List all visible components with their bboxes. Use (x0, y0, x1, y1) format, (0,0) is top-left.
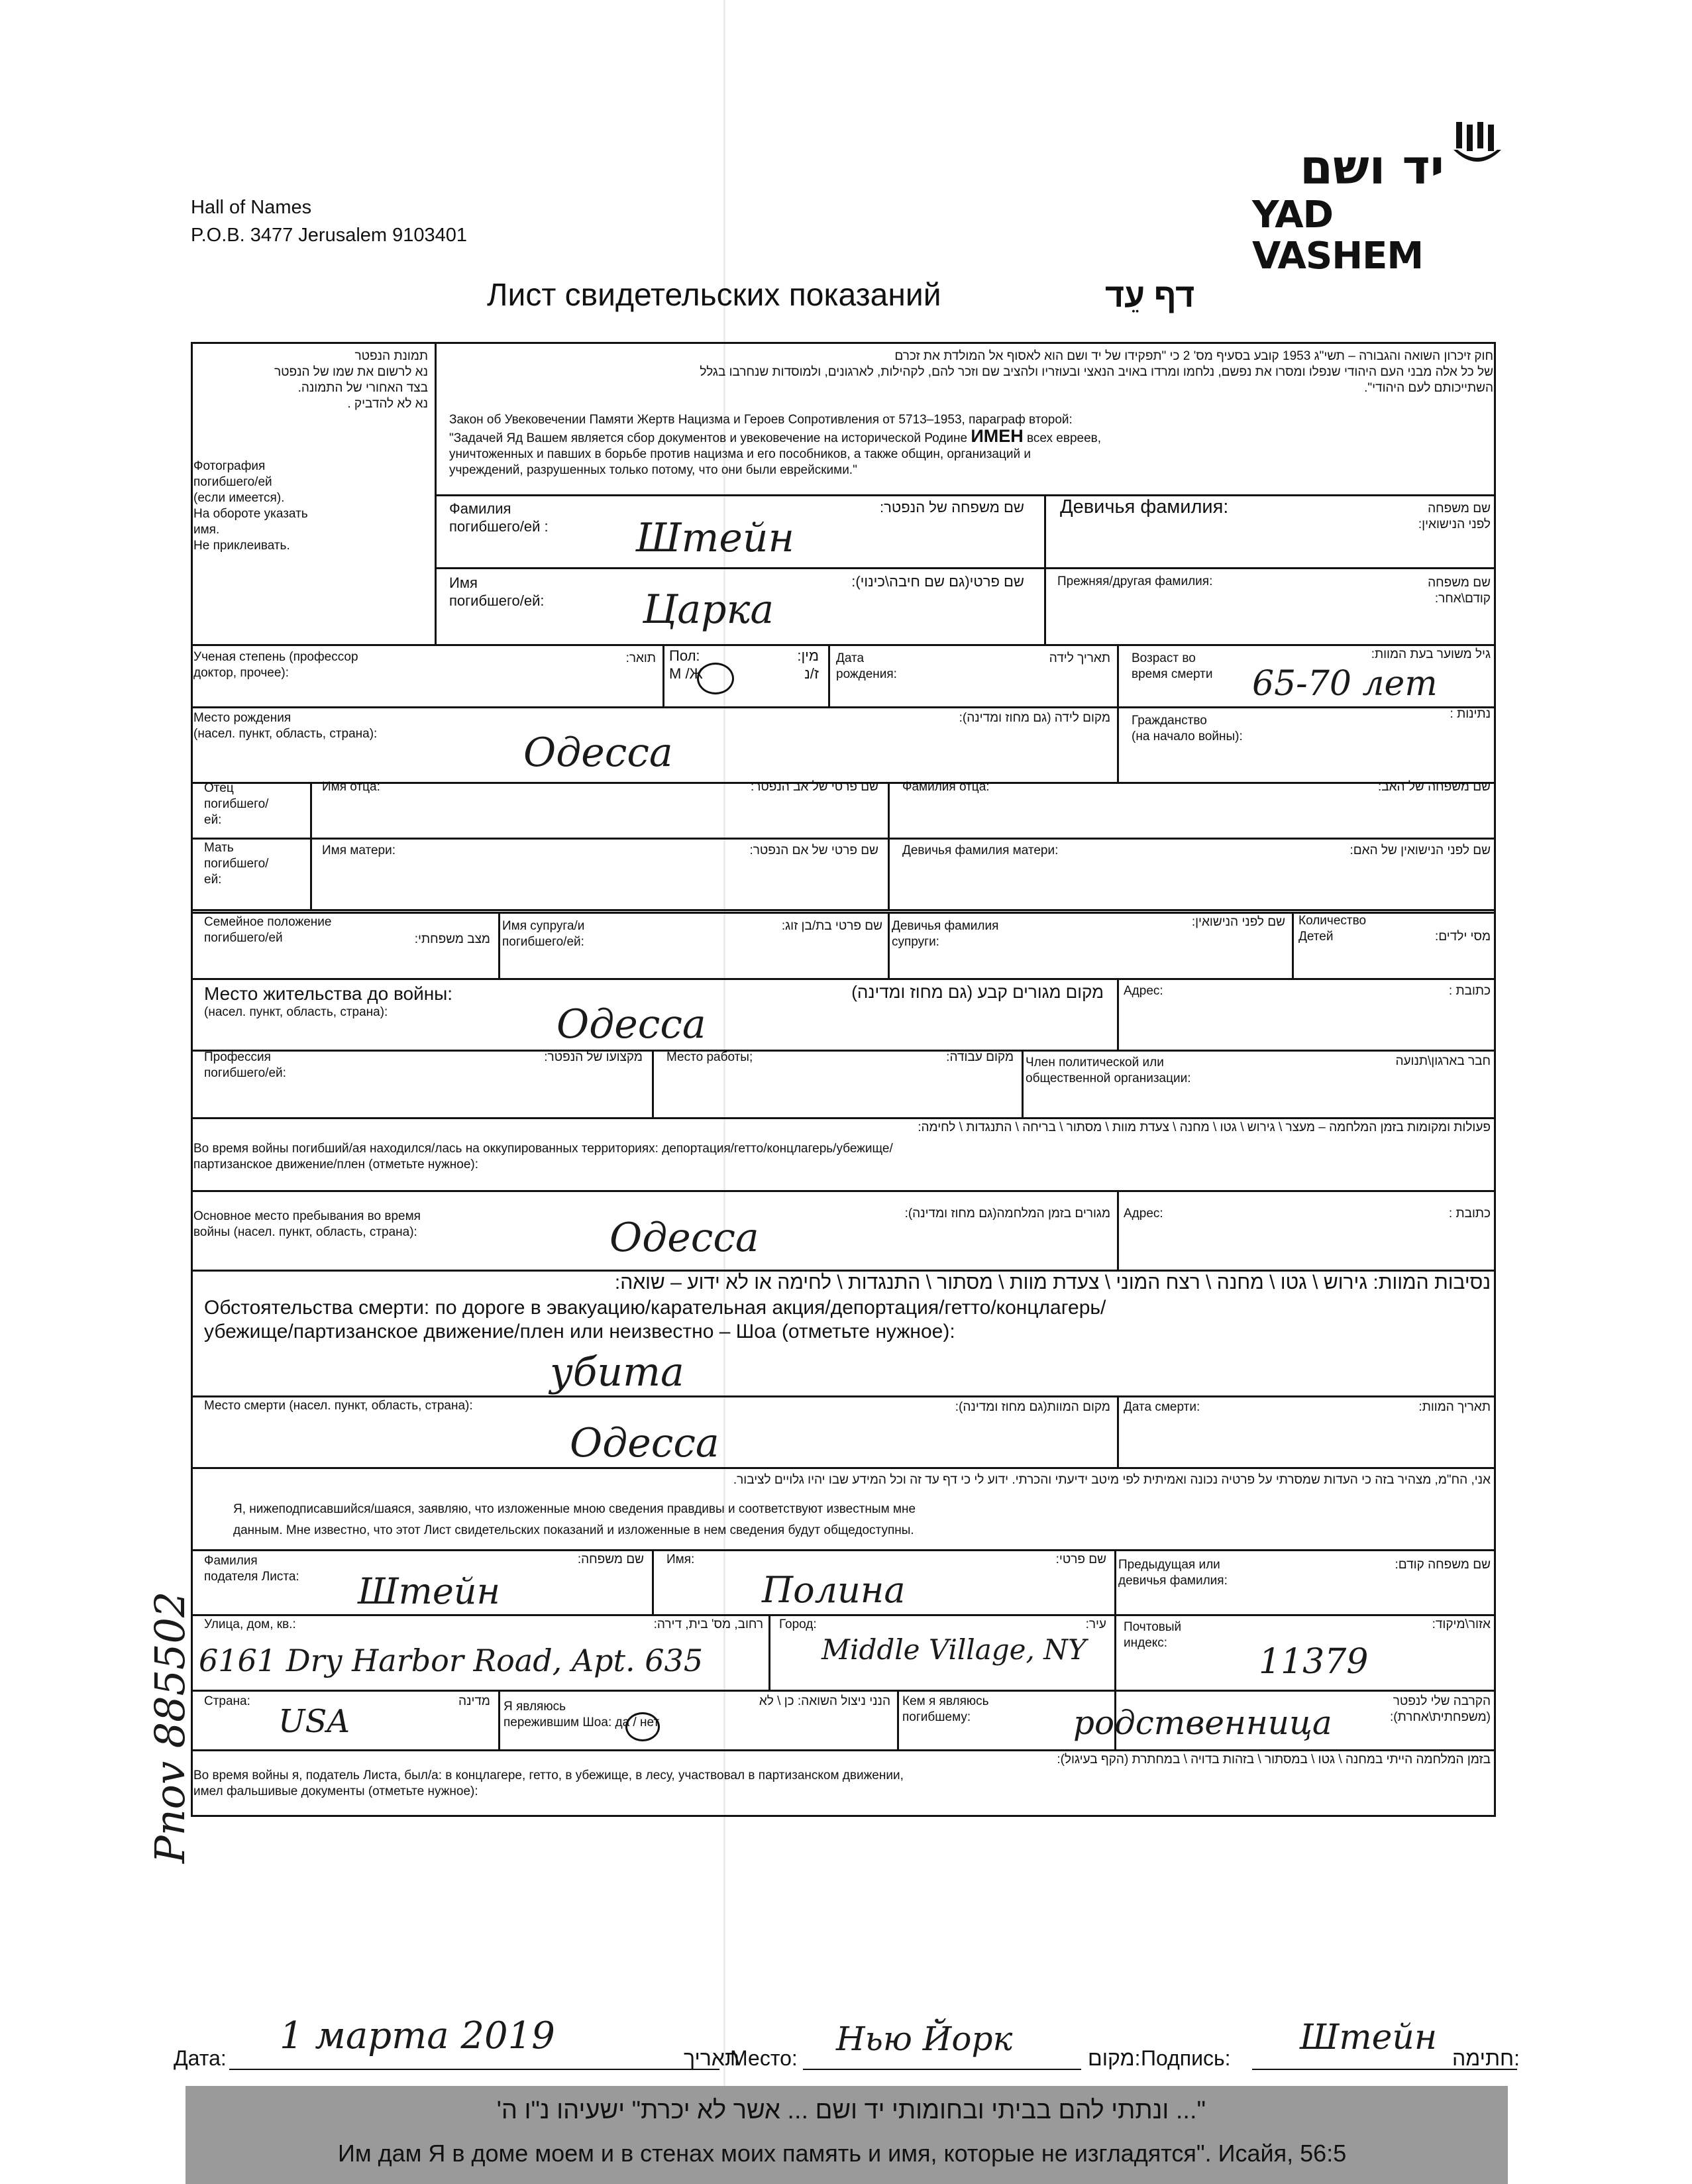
archive-address-line2: P.O.B. 3477 Jerusalem 9103401 (191, 225, 468, 246)
spouse-maiden-label-he: שם לפני הנישואין: (1191, 915, 1285, 929)
street-label-he: רחוב, מס' בית, דירה: (653, 1617, 763, 1631)
age-label-he: גיל משוער בעת המוות: (1371, 647, 1491, 661)
sex-label-he: מין: ז/נ (797, 647, 819, 682)
archive-address-line1: Hall of Names (191, 197, 312, 218)
zip-label-he: אזור\מיקוד: (1432, 1617, 1491, 1631)
family-status-label-he: מצב משפחתי: (414, 932, 490, 946)
children-label: Количество Детей (1298, 914, 1367, 944)
mother-name-label: Имя матери: (322, 844, 396, 857)
declaration-ru: Я, нижеподписавшийся/шаяся, заявляю, что изложенные мною сведения правдивы и соответствуют известным мне данным. Мне известно, что этот Лист свидетельских показаний и изложенные в нем сведения будут общедоступны. (233, 1502, 916, 1537)
father-side-label: Отец погибшего/ ей: (204, 781, 269, 827)
submitter-prevname-label: Предыдущая или девичья фамилия: (1118, 1558, 1228, 1588)
spouse-maiden-label: Девичья фамилия супруги: (892, 919, 999, 949)
street-value: 6161 Dry Harbor Road, Apt. 635 (199, 1643, 704, 1678)
firstname-label-he: שם פרטי(גם שם חיבה\כינוי): (851, 573, 1024, 590)
death-place-label: Место смерти (насел. пункт, область, страна): (204, 1399, 473, 1413)
signature-place-label-he: מקום: (1088, 2046, 1141, 2070)
birthdate-label: Дата рождения: (836, 651, 897, 681)
city-label: Город: (779, 1617, 817, 1631)
relation-label: Кем я являюсь погибшему: (902, 1694, 989, 1724)
mother-name-label-he: שם פרטי של אם הנפטר: (749, 844, 878, 857)
workplace-label: Место работы; (666, 1050, 753, 1064)
family-status-label: Семейное положение погибшего/ей (204, 915, 332, 945)
wartime-place-value: Одесса (609, 1215, 759, 1261)
citizenship-label: Гражданство (на начало войны): (1132, 714, 1243, 743)
surname-label-he: שם משפחה של הנפטר: (880, 499, 1024, 516)
photo-hebrew: תמונת הנפטר נא לרשום את שמו של הנפטר בצד האחורי של התמונה. נא לא להדביק . (274, 349, 428, 411)
zip-value: 11379 (1259, 1642, 1369, 1682)
submitter-firstname-value: Полина (762, 1569, 906, 1611)
city-label-he: עיר: (1085, 1617, 1106, 1631)
maiden-label-he: שם משפחה לפני הנישואין: (1418, 502, 1491, 531)
mother-side-label: Мать погибшего/ ей: (204, 841, 269, 887)
submitter-war-ru: Во время войны я, податель Листа, был/а: в концлагере, гетто, в убежище, в лесу, участвовал в партизанском движении, имел фальшивые документы (отметьте нужное): (193, 1769, 904, 1798)
surname-value: Штейн (636, 515, 795, 561)
submitter-surname-label: Фамилия подателя Листа: (204, 1554, 299, 1584)
menorah-icon (1451, 121, 1504, 174)
street-label: Улица, дом, кв.: (204, 1617, 296, 1631)
residence-label: Место жительства до войны: (204, 983, 453, 1004)
citizenship-label-he: נתינות : (1450, 707, 1491, 721)
father-name-label-he: שם פרטי של אב הנפטר: (750, 780, 878, 794)
signature-sign-label-he: חתימה: (1452, 2046, 1520, 2070)
death-place-label-he: מקום המוות(גם מחוז ומדינה): (955, 1400, 1110, 1414)
relation-value: родственница (1073, 1704, 1332, 1742)
residence-value: Одесса (556, 1001, 706, 1048)
circumstances-ru: Обстоятельства смерти: по дороге в эвакуацию/карательная акция/депортация/гетто/концлагерь/ убежище/партизанское движение/плен или неизвестно – Шоа (отметьте нужное): (204, 1297, 1106, 1342)
survivor-label-he: הנני ניצול השואה: כן \ לא (759, 1694, 890, 1708)
logo-hebrew: יד ושם (1299, 139, 1444, 195)
law-hebrew: חוק זיכרון השואה והגבורה – תשי"ג 1953 קובע בסעיף מס' 2 כי "תפקידו של יד ושם הוא לאסוף אל המולדת את זכרם של כל אלה מבני העם היהודי שנפלו ומסרו את נפשם, נלחמו ומרדו באויב הנאצי ובעוזריו ולהציב שם וזכר להם, לקהילות, לארגונים, ולמוסדות שנחרבו בגלל השתייכותם לעם היהודי". (700, 349, 1493, 395)
signature-sign-value: Штейн (1300, 2018, 1438, 2057)
age-label: Возраст во время смерти (1132, 651, 1213, 681)
spouse-name-label-he: שם פרטי בת/בן זוג: (781, 919, 882, 933)
organization-label-he: חבר בארגון\תנועה (1395, 1054, 1491, 1068)
wartime-place-label-he: מגורים בזמן המלחמה(גם מחוז ומדינה): (904, 1207, 1110, 1221)
mother-maiden-label: Девичья фамилия матери: (902, 844, 1059, 857)
country-label: Страна: (204, 1694, 250, 1708)
death-date-label-he: תאריך המוות: (1418, 1400, 1491, 1414)
prevname-label-he: שם משפחה קודם\אחר: (1428, 576, 1491, 606)
maiden-label: Девичья фамилия: (1060, 496, 1229, 518)
father-name-label: Имя отца: (322, 780, 380, 794)
submitter-firstname-label-he: שם פרטי: (1055, 1553, 1106, 1566)
residence-label-he: מקום מגורים קבע (גם מחוז ומדינה) (851, 982, 1104, 1002)
age-value: 65-70 лет (1252, 664, 1438, 704)
residence-address-label-he: כתובת : (1448, 984, 1491, 998)
residence-sublabel: (насел. пункт, область, страна): (204, 1005, 388, 1019)
signature-sign-label: Подпись: (1141, 2046, 1231, 2070)
signature-place-value: Нью Йорк (836, 2020, 1013, 2058)
birthdate-label-he: תאריך לידה (1049, 651, 1110, 665)
birthplace-value: Одесса (523, 730, 673, 776)
degree-label: Ученая степень (профессор доктор, прочее): (193, 650, 358, 680)
residence-address-label: Адрес: (1124, 984, 1163, 998)
father-surname-label-he: שם משפחה של האב: (1377, 780, 1491, 794)
quote-hebrew: "... ונתתי להם בביתי ובחומותי יד ושם ... אשר לא יכרת" ישעיהו נ"ו ה' (496, 2097, 1206, 2124)
firstname-value: Царка (643, 586, 774, 633)
war-activities-ru: Во время войны погибший/ая находился/лась на оккупированных территориях: депортация/гетто/концлагерь/убежище/ партизанское движение/плен (отметьте нужное): (193, 1142, 893, 1172)
war-activities-he: פעולות ומקומות בזמן המלחמה – מעצר \ גירוש \ גטו \ מחנה \ צעדת מוות \ מסתור \ בריחה \ התנגדות \ לחימה: (918, 1120, 1491, 1134)
signature-date-label: Дата: (174, 2046, 227, 2070)
zip-label: Почтовый индекс: (1124, 1620, 1182, 1650)
mother-maiden-label-he: שם לפני הנישואין של האם: (1349, 844, 1491, 857)
title-hebrew: דף עֵד (1105, 277, 1195, 314)
quote-russian: Им дам Я в доме моем и в стенах моих память и имя, которые не изгладятся". Исайя, 56:5 (338, 2140, 1347, 2167)
sex-selected-circle (697, 663, 734, 694)
wartime-address-label-he: כתובת : (1448, 1207, 1491, 1221)
title-russian: Лист свидетельских показаний (487, 278, 941, 313)
wartime-address-label: Адрес: (1124, 1207, 1163, 1221)
submitter-prevname-label-he: שם משפחה קודם: (1395, 1558, 1491, 1572)
city-value: Middle Village, NY (821, 1633, 1086, 1666)
submitter-surname-label-he: שם משפחה: (577, 1553, 644, 1566)
survivor-selected-circle (625, 1712, 660, 1741)
signature-line (174, 2014, 1525, 2075)
signature-date-label-he: תאריך (684, 2046, 740, 2070)
submitter-war-he: בזמן המלחמה הייתי במחנה \ גטו \ במסתור \ בזהות בדויה \ במחתרת (הקף בעיגול): (1057, 1753, 1491, 1767)
margin-note: Pnov 885502 (146, 1591, 194, 1863)
children-label-he: מסי ילדים: (1435, 930, 1491, 944)
organization-label: Член политической или общественной организации: (1026, 1056, 1191, 1085)
firstname-label: Имя погибшего/ей: (449, 574, 545, 609)
signature-place-label: Место: (730, 2046, 798, 2070)
submitter-firstname-label: Имя: (666, 1553, 695, 1566)
signature-date-value: 1 марта 2019 (280, 2014, 555, 2057)
profession-label-he: מקצועו של הנפטר: (544, 1050, 643, 1064)
country-value: USA (278, 1703, 350, 1740)
country-label-he: מדינה (458, 1694, 490, 1708)
quote-banner (185, 2086, 1508, 2184)
surname-label: Фамилия погибшего/ей : (449, 500, 549, 535)
law-russian: Закон об Увековечении Памяти Жертв Нацизма и Героев Сопротивления от 5713–1953, параграф второй: "Задачей Яд Вашем является сбор документов и увековечение на исторической Родине ИМЕН всех евреев, уничтоженных и павших в борьбе против нацизма и его пособников, а также общин, организаций и учреждений, разрушенных только потому, что они были еврейскими." (449, 413, 1102, 477)
survivor-label: Я являюсь пережившим Шоа: да / нет (503, 1700, 660, 1729)
prevname-label: Прежняя/другая фамилия: (1057, 574, 1213, 588)
photo-russian: Фотография погибшего/ей (если имеется). На обороте указать имя. Не приклеивать. (193, 459, 308, 553)
declaration-he: אני, הח"מ, מצהיר בזה כי העדות שמסרתי על פרטיה נכונה ואמיתית לפי מיטב ידיעתי והכרתי. ידוע לי כי דף עד זה וכל המידע שבו יהיו גלויים לציבור. (733, 1473, 1491, 1487)
death-date-label: Дата смерти: (1124, 1400, 1200, 1414)
profession-label: Профессия погибшего/ей: (204, 1050, 286, 1080)
degree-label-he: תואר: (625, 651, 656, 665)
father-surname-label: Фамилия отца: (902, 780, 990, 794)
submitter-surname-value: Штейн (358, 1570, 501, 1612)
yad-vashem-logo (1252, 121, 1504, 278)
birthplace-label: Место рождения (насел. пункт, область, страна): (193, 711, 378, 741)
workplace-label-he: מקום עבודה: (946, 1050, 1014, 1064)
sex-label: Пол: М /Ж (669, 647, 703, 682)
relation-label-he: הקרבה שלי לנפטר (משפחתית\אחרת): (1390, 1694, 1491, 1724)
circumstances-he: נסיבות המוות: גירוש \ גטו \ מחנה \ רצח המוני \ צעדת מוות \ מסתור \ התנגדות \ לחימה או לא ידוע – שואה: (614, 1272, 1491, 1293)
birthplace-label-he: מקום לידה (גם מחוז ומדינה): (959, 711, 1110, 725)
spouse-name-label: Имя супруга/и погибшего/ей: (502, 919, 585, 949)
wartime-place-label: Основное место пребывания во время войны (насел. пункт, область, страна): (193, 1209, 421, 1239)
logo-english: YAD VASHEM (1252, 193, 1424, 278)
circumstances-value: убита (550, 1349, 684, 1395)
death-place-value: Одесса (570, 1420, 719, 1466)
